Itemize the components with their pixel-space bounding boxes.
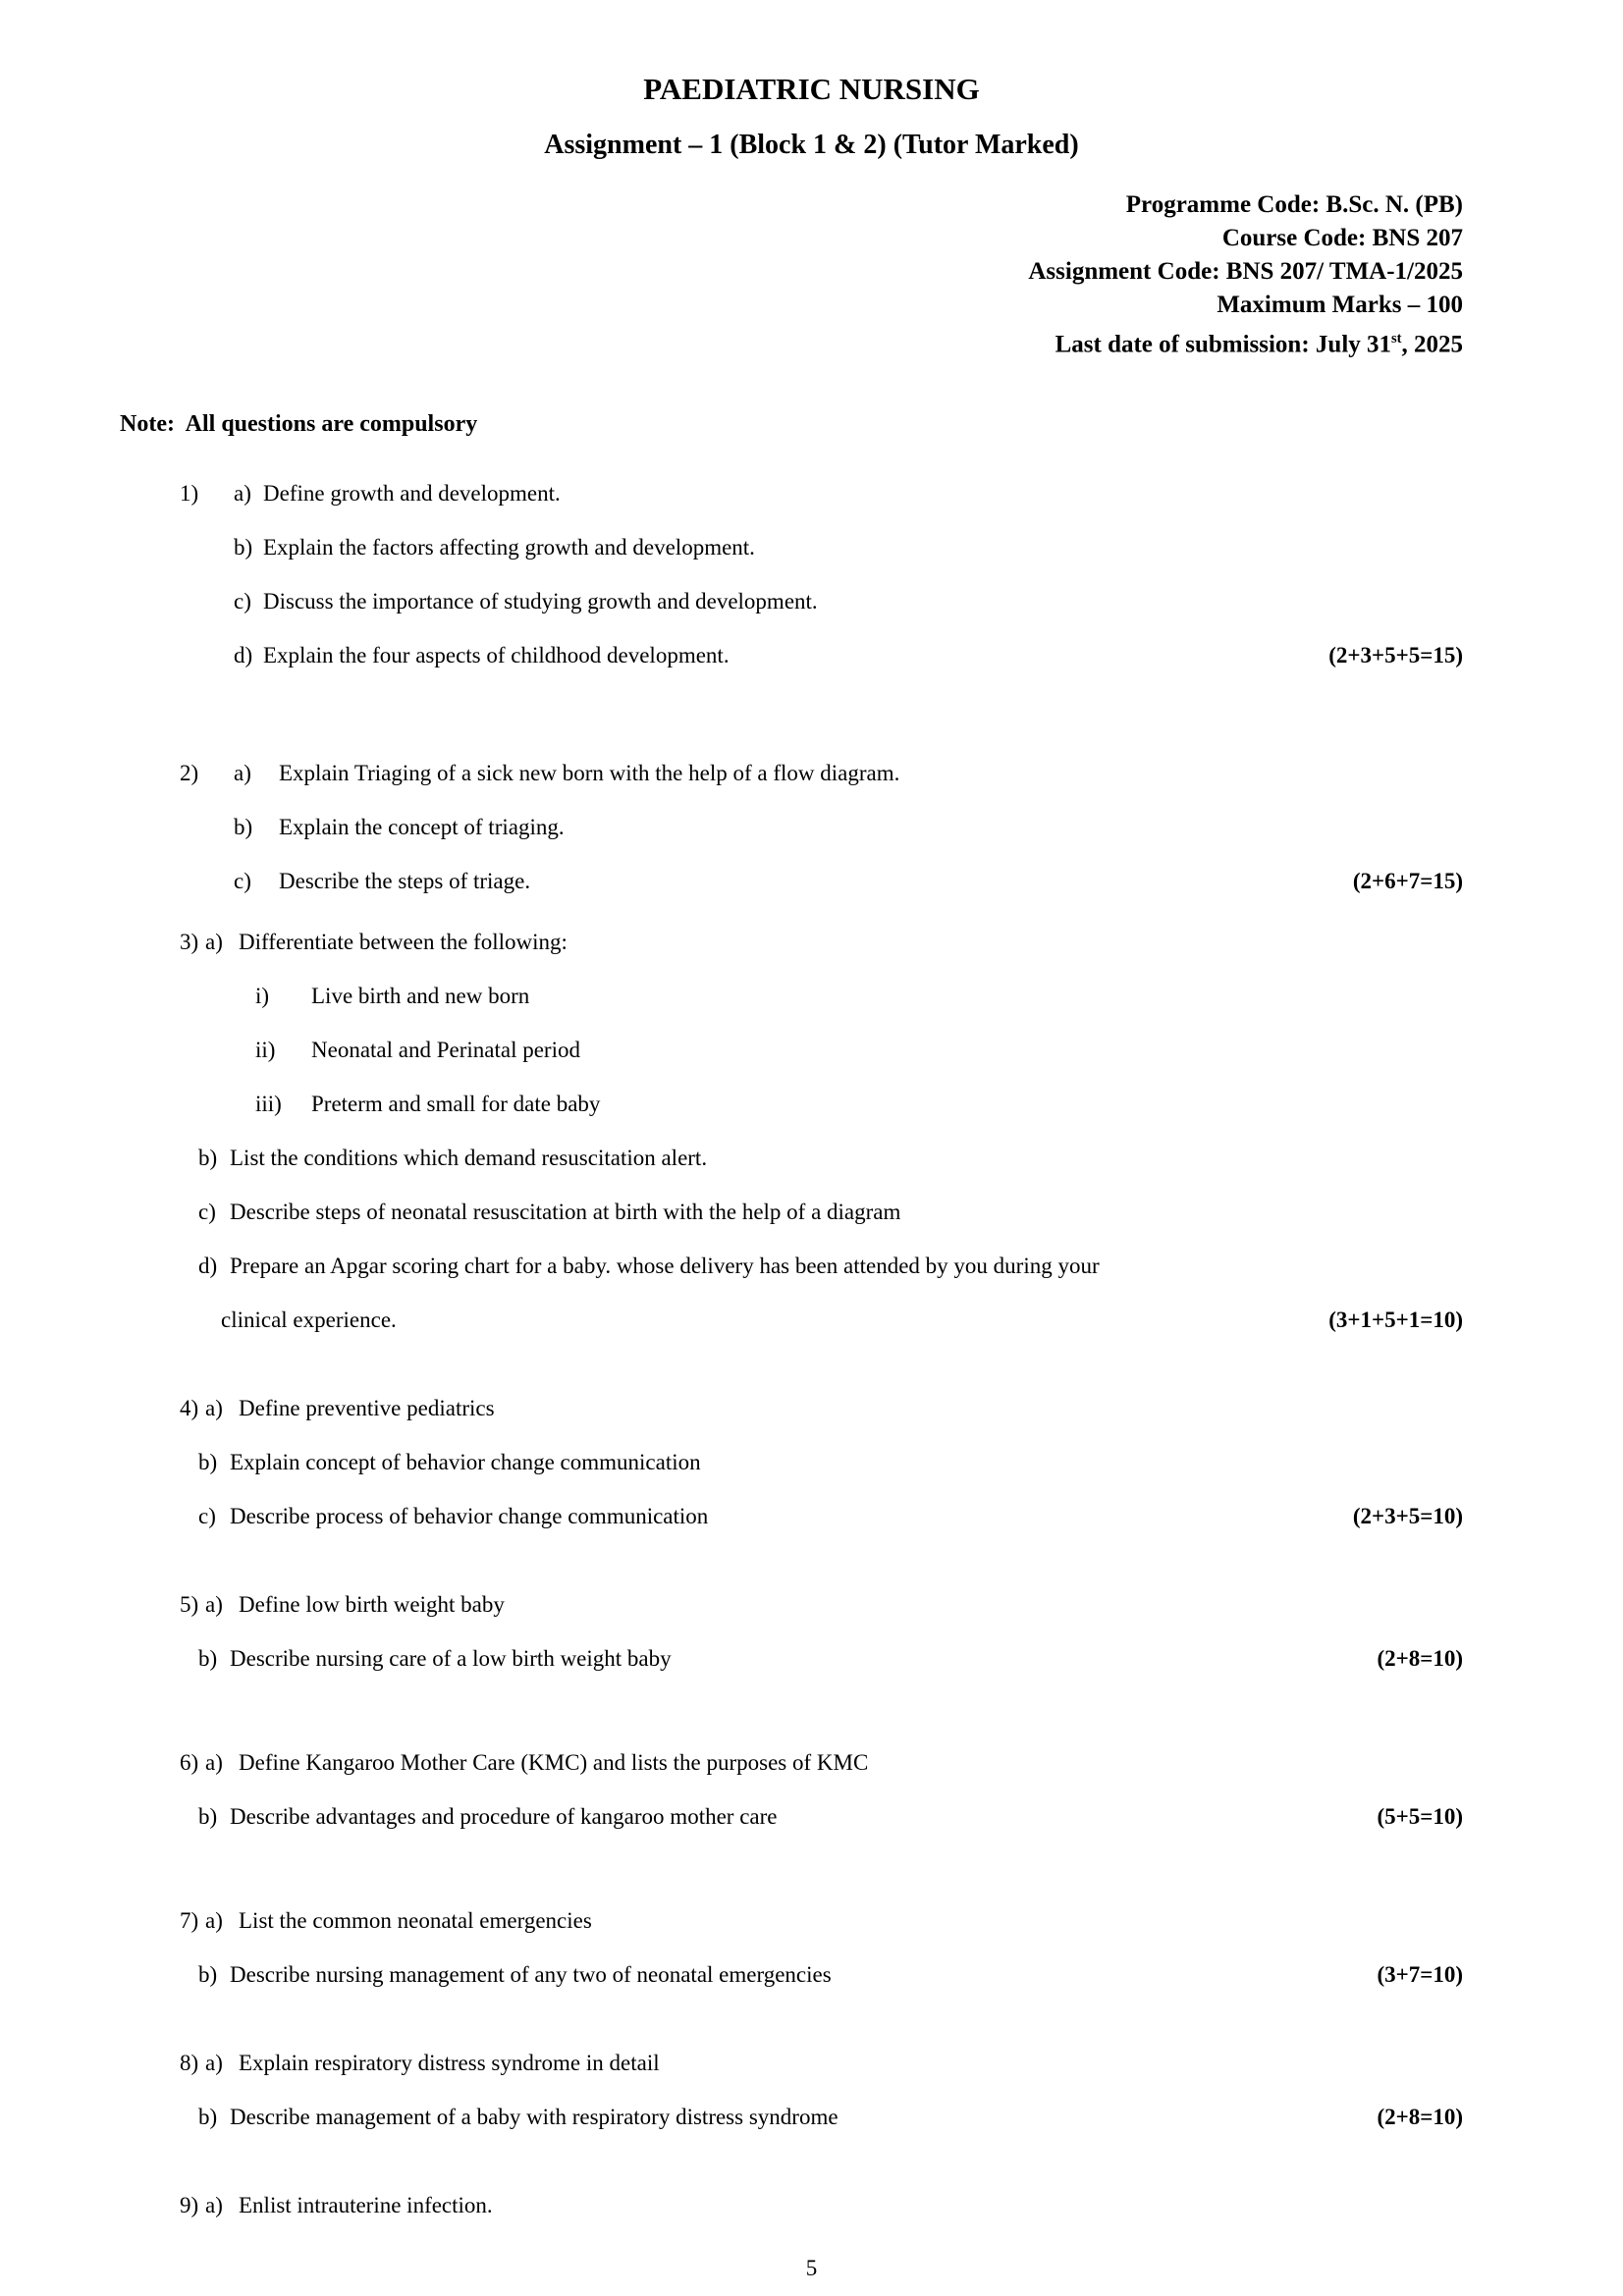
question-part	[0, 585, 1623, 618]
question-part	[0, 1446, 1623, 1479]
question-part	[0, 1142, 1623, 1175]
part-label: a)	[205, 1396, 223, 1421]
list-item	[0, 980, 1623, 1013]
marks: (2+3+5=10)	[1352, 1504, 1463, 1529]
part-label: b)	[234, 815, 253, 840]
part-label: d)	[234, 643, 253, 668]
list-item-text: Preterm and small for date baby	[311, 1092, 601, 1117]
question-part	[0, 639, 1623, 672]
part-text: Define preventive pediatrics	[239, 1396, 495, 1421]
part-label: a)	[234, 481, 251, 507]
part-label: a)	[205, 2051, 223, 2076]
part-text: Explain the concept of triaging.	[279, 815, 565, 840]
part-text: Explain the four aspects of childhood development.	[263, 643, 730, 668]
last-date-text: Last date of submission: July 31	[1055, 331, 1392, 358]
part-text: Describe nursing management of any two of neonatal emergencies	[230, 1962, 832, 1988]
part-text: clinical experience.	[221, 1308, 397, 1333]
part-text: Explain concept of behavior change communication	[230, 1450, 701, 1475]
question-number: 2)	[180, 761, 199, 786]
marks: (2+3+5+5=15)	[1328, 643, 1463, 668]
part-text: Describe management of a baby with respiratory distress syndrome	[230, 2105, 839, 2130]
compulsory-note: Note: All questions are compulsory	[120, 411, 478, 438]
part-text: Prepare an Apgar scoring chart for a baby. whose delivery has been attended by you during your	[230, 1254, 1100, 1279]
question-part	[0, 1392, 1623, 1425]
roman-label: i)	[255, 984, 270, 1009]
question-part	[0, 1904, 1623, 1938]
question-number: 3)	[180, 930, 199, 955]
question-part	[0, 865, 1623, 898]
part-text: Discuss the importance of studying growth and development.	[263, 589, 818, 614]
question-part	[0, 477, 1623, 510]
part-label: a)	[205, 2193, 223, 2218]
question-part	[0, 1800, 1623, 1834]
part-label: c)	[198, 1200, 216, 1225]
last-date-year: , 2025	[1401, 331, 1463, 358]
part-text: Define growth and development.	[263, 481, 561, 507]
question-number: 8)	[180, 2051, 199, 2076]
assignment-code: Assignment Code: BNS 207/ TMA-1/2025	[1028, 258, 1463, 285]
question-number: 5)	[180, 1592, 199, 1618]
part-label: a)	[234, 761, 251, 786]
assignment-subtitle: Assignment – 1 (Block 1 & 2) (Tutor Marked)	[544, 130, 1079, 160]
part-text: List the conditions which demand resuscitation alert.	[230, 1146, 708, 1171]
question-part	[0, 2047, 1623, 2080]
question-4	[0, 1392, 1623, 1533]
part-text: Enlist intrauterine infection.	[239, 2193, 493, 2218]
question-1	[0, 477, 1623, 672]
part-label: c)	[234, 589, 251, 614]
part-label: b)	[198, 1804, 218, 1830]
question-part	[0, 1746, 1623, 1780]
question-part	[0, 1196, 1623, 1229]
question-number: 9)	[180, 2193, 199, 2218]
ordinal-superscript: st	[1391, 331, 1402, 347]
part-label: a)	[205, 1750, 223, 1776]
question-part	[0, 2189, 1623, 2222]
part-label: a)	[205, 1592, 223, 1618]
question-part-continuation	[0, 1304, 1623, 1337]
question-number: 1)	[180, 481, 199, 507]
question-3	[0, 926, 1623, 1337]
marks: (2+8=10)	[1377, 1646, 1463, 1672]
part-text: Describe the steps of triage.	[279, 869, 531, 894]
part-label: b)	[198, 1962, 218, 1988]
part-text: Explain the factors affecting growth and development.	[263, 535, 755, 561]
question-part	[0, 531, 1623, 564]
part-label: b)	[198, 2105, 218, 2130]
question-number: 4)	[180, 1396, 199, 1421]
marks: (5+5=10)	[1377, 1804, 1463, 1830]
part-text: Explain Triaging of a sick new born with the help of a flow diagram.	[279, 761, 900, 786]
question-number: 6)	[180, 1750, 199, 1776]
part-label: a)	[205, 1908, 223, 1934]
marks: (2+6+7=15)	[1352, 869, 1463, 894]
roman-label: iii)	[255, 1092, 282, 1117]
list-item	[0, 1088, 1623, 1121]
part-text: Describe steps of neonatal resuscitation at birth with the help of a diagram	[230, 1200, 901, 1225]
part-label: c)	[234, 869, 251, 894]
question-part	[0, 1500, 1623, 1533]
question-part	[0, 1588, 1623, 1622]
part-text: Describe process of behavior change communication	[230, 1504, 709, 1529]
part-text: Describe nursing care of a low birth weight baby	[230, 1646, 672, 1672]
part-text: Explain respiratory distress syndrome in detail	[239, 2051, 660, 2076]
question-part	[0, 757, 1623, 790]
part-label: a)	[205, 930, 223, 955]
part-label: b)	[198, 1146, 218, 1171]
question-part	[0, 1642, 1623, 1676]
question-number: 7)	[180, 1908, 199, 1934]
list-item-text: Neonatal and Perinatal period	[311, 1038, 580, 1063]
part-label: b)	[198, 1450, 218, 1475]
roman-label: ii)	[255, 1038, 276, 1063]
question-part	[0, 1250, 1623, 1283]
page-title: PAEDIATRIC NURSING	[643, 72, 980, 106]
part-label: b)	[198, 1646, 218, 1672]
programme-code: Programme Code: B.Sc. N. (PB)	[1125, 191, 1463, 218]
question-2	[0, 757, 1623, 898]
question-9	[0, 2189, 1623, 2222]
question-part	[0, 1958, 1623, 1992]
part-label: b)	[234, 535, 253, 561]
question-part	[0, 2101, 1623, 2134]
maximum-marks: Maximum Marks – 100	[1217, 292, 1463, 318]
question-7	[0, 1904, 1623, 1992]
marks: (3+1+5+1=10)	[1328, 1308, 1463, 1333]
question-part	[0, 811, 1623, 844]
marks: (3+7=10)	[1377, 1962, 1463, 1988]
list-item	[0, 1034, 1623, 1067]
question-5	[0, 1588, 1623, 1676]
part-text: List the common neonatal emergencies	[239, 1908, 592, 1934]
part-text: Describe advantages and procedure of kangaroo mother care	[230, 1804, 778, 1830]
header-info-block	[0, 188, 1623, 361]
list-item-text: Live birth and new born	[311, 984, 530, 1009]
course-code: Course Code: BNS 207	[1221, 225, 1463, 251]
marks: (2+8=10)	[1377, 2105, 1463, 2130]
part-label: d)	[198, 1254, 218, 1279]
question-6	[0, 1746, 1623, 1834]
question-8	[0, 2047, 1623, 2134]
part-text: Differentiate between the following:	[239, 930, 568, 955]
page-number: 5	[805, 2256, 818, 2281]
part-text: Define Kangaroo Mother Care (KMC) and lists the purposes of KMC	[239, 1750, 869, 1776]
question-part	[0, 926, 1623, 959]
part-label: c)	[198, 1504, 216, 1529]
last-date-of-submission	[0, 322, 1463, 361]
part-text: Define low birth weight baby	[239, 1592, 505, 1618]
